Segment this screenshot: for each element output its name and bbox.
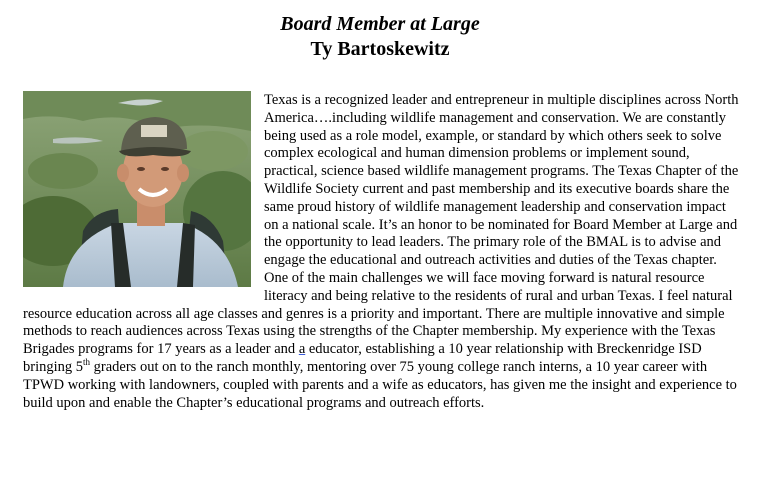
bio-text-part3: graders out on to the ranch monthly, mentoring over 75 young college ranch interns, a 10 year career with TPWD working with landowners, coupled with parents and a wife as educators, has given me the insight and experience to build upon and enable the Chapter’s educational programs and outreach efforts.	[23, 358, 737, 411]
bio-text-superscript: th	[83, 357, 91, 368]
bio-text-part2: educator, establishing a 10 year relationship with Breckenridge ISD bringing 5	[23, 341, 702, 375]
photo-wrap-spacer	[23, 92, 264, 288]
bio-text-underlined-a: a	[298, 341, 306, 358]
member-name: Ty Bartoskewitz	[310, 38, 450, 60]
bio-text-part1: Texas is a recognized leader and entrepreneur in multiple disciplines across North America….including wildlife management and conservation. We are constantly being used as a role model, example, or standard by which others seek to solve complex ecological and human dimension problems or implement sound, practical, science based wildlife management programs. The Texas Chapter of the Wildlife Society current and past membership and its executive boards share the same proud history of wildlife management leadership and conservation impact on a national scale. It’s an honor to be nominated for Board Member at Large and the opportunity to lead leaders. The primary role of the BMAL is to advise and engage the educational and outreach activities and duties of the Texas chapter. One of the main challenges we will face moving forward is natural resource literacy and being relative to the residents of rural and urban Texas. I feel natural resource education across all age classes and genres is a priority and important. There are multiple innovative and simple methods to reach audiences across Texas using the strengths of the Chapter membership. My experience with the Texas Brigades programs for 17 years as a leader and	[23, 92, 739, 358]
role-title: Board Member at Large	[280, 13, 480, 35]
bio-paragraph	[23, 92, 743, 412]
